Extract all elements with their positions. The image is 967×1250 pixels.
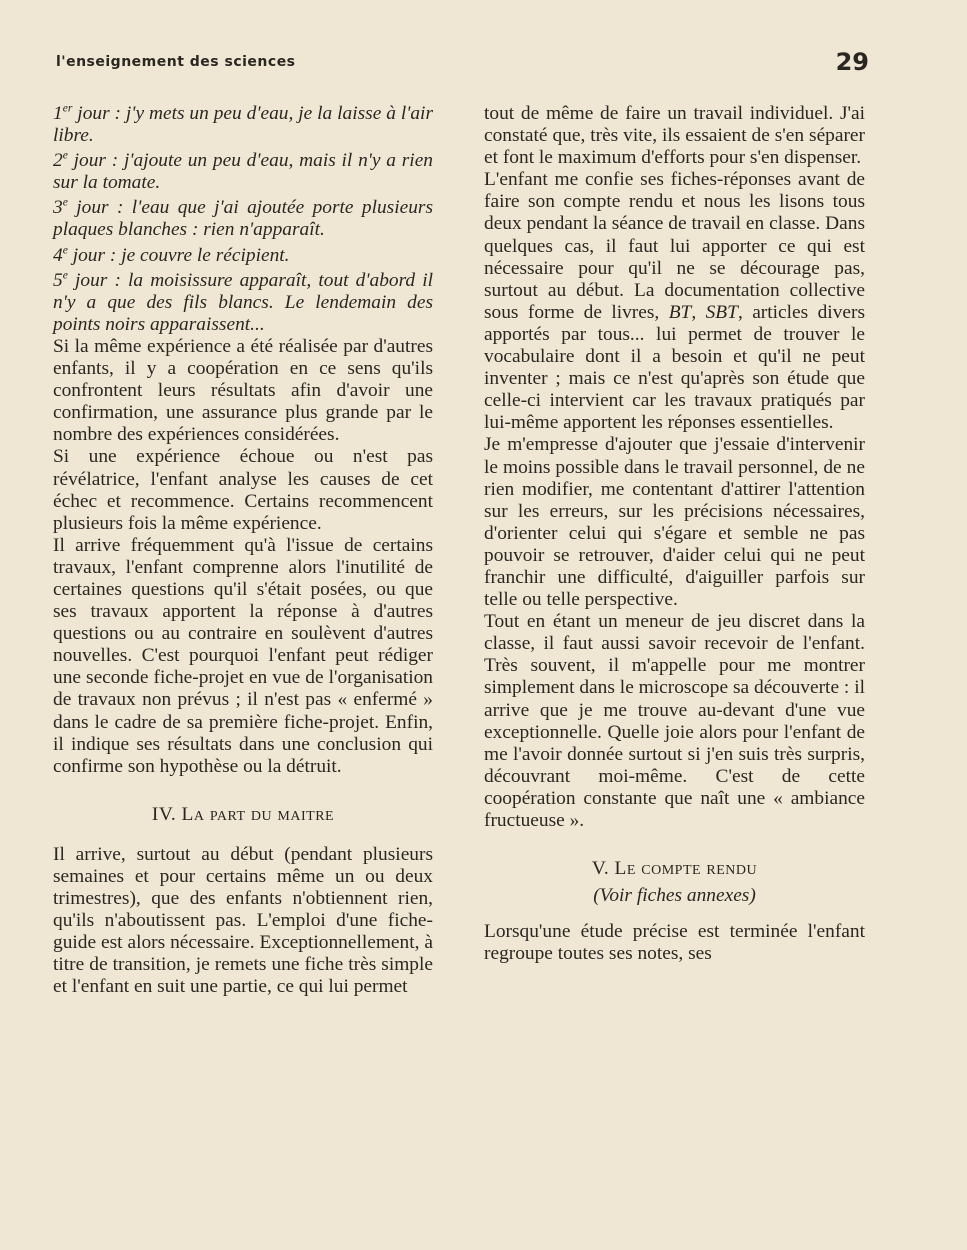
paragraph-intervenir: Je m'empresse d'ajouter que j'essaie d'intervenir le moins possible dans le travail personnel, de ne rien modifier, me contentant d'attirer l'attention sur les erreurs, sur les précisions nécessaires, d'orienter celui qui s'égare et semble ne pas pouvoir se retrouver, d'aider celui qui ne peut franchir une difficulté, d'aiguiller parfois sur telle ou telle perspective. [484, 434, 865, 611]
section-heading-part-du-maitre: IV. La part du maitre [151, 803, 335, 825]
sbt-abbrev: SBT [705, 301, 738, 323]
bt-abbrev: BT [668, 301, 692, 323]
section-subheading-fiches-annexes: (Voir fiches annexes) [593, 885, 756, 907]
journal-entry-day2: 2e jour : j'ajoute un peu d'eau, mais il n'y a rien sur la tomate. [53, 148, 433, 194]
journal-entry-day4: 4e jour : je couvre le récipient. [53, 243, 290, 266]
paragraph-regroupe-notes: Lorsqu'une étude précise est terminée l'enfant regroupe toutes ses notes, ses [484, 921, 865, 965]
paragraph-echec: Si une expérience échoue ou n'est pas révélatrice, l'enfant analyse les causes de cet échec et recommence. Certains recommencent plusieurs fois la même expérience. [53, 446, 433, 534]
paragraph-travail-individuel: tout de même de faire un travail individuel. J'ai constaté que, très vite, ils essaient de s'en séparer et font le maximum d'efforts pour s'en dispenser. [484, 103, 865, 169]
paragraph-fiche-guide: Il arrive, surtout au début (pendant plusieurs semaines et pour certains même un ou deux trimestres), que des enfants n'obtiennent rien, qu'ils n'aboutissent pas. L'emploi d'une fiche-guide est alors nécessaire. Exceptionnellement, à titre de transition, je remets une fiche très simple et l'enfant en suit une partie, ce qui lui permet [53, 843, 433, 998]
paragraph-meneur-de-jeu: Tout en étant un meneur de jeu discret dans la classe, il faut aussi savoir recevoir de l'enfant. Très souvent, il m'appelle pour me montrer simplement dans le microscope sa découverte : il arrive que je me trouve au-devant d'une vue exceptionnelle. Quelle joie alors pour l'enfant de me l'avoir donnée surtout si j'en suis très surpris, découvrant moi-même. C'est de cette coopération constante que naît une « ambiance fructueuse ». [484, 611, 865, 831]
paragraph-fiches-reponses: L'enfant me confie ses fiches-réponses avant de faire son compte rendu et nous les lisons tous deux pendant la séance de travail en classe. Dans quelques cas, il faut lui apporter ce qui est nécessaire pour qu'il ne se décourage pas, surtout au début. La documentation collective sous forme de livres, BT, SBT, articles divers apportés par tous... lui permet de trouver le vocabulaire dont il a besoin et qu'il ne peut inventer ; mais ce n'est qu'après son étude que celle-ci intervient car les travaux pratiqués par lui-même apportent les réponses essentielles. [484, 169, 865, 434]
section-heading-compte-rendu: V. Le compte rendu [591, 858, 758, 880]
right-column [484, 103, 865, 965]
journal-entry-day3: 3e jour : l'eau que j'ai ajoutée porte plusieurs plaques blanches : rien n'apparaît. [53, 195, 433, 241]
page-number: 29 [835, 48, 869, 76]
paragraph-fiche-projet: Il arrive fréquemment qu'à l'issue de certains travaux, l'enfant comprenne alors l'inutilité de certaines questions qu'il s'était posées, ou que ses travaux apportent la réponse à d'autres questions ou au contraire en soulèvent d'autres nouvelles. C'est pourquoi l'enfant peut rédiger une seconde fiche-projet en vue de l'organisation de travaux non prévus ; il n'est pas « enfermé » dans le cadre de sa première fiche-projet. Enfin, il indique ses résultats dans une conclusion qui confirme son hypothèse ou la détruit. [53, 534, 433, 777]
running-title: l'enseignement des sciences [56, 54, 296, 70]
journal-entry-day1: 1er jour : j'y mets un peu d'eau, je la laisse à l'air libre. [53, 101, 433, 147]
journal-entry-day5: 5e jour : la moisissure apparaît, tout d'abord il n'y a que des fils blancs. Le lendemain des points noirs apparaissent... [53, 268, 433, 335]
paragraph-cooperation: Si la même expérience a été réalisée par d'autres enfants, il y a coopération en ce sens qu'ils confrontent leurs résultats afin d'avoir une confirmation, une assurance plus grande par le nombre des expériences considérées. [53, 335, 433, 446]
left-column [53, 103, 433, 999]
